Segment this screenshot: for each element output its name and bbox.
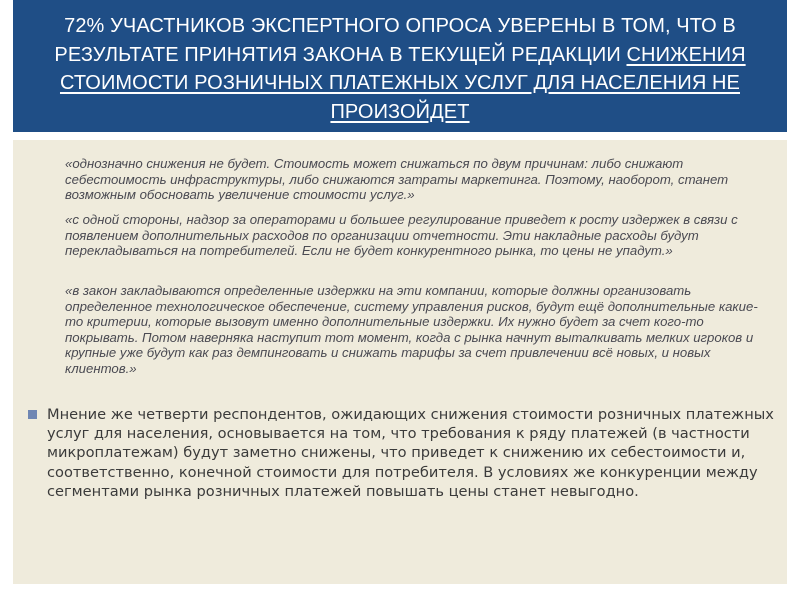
title-underlined-text: СНИЖЕНИЯ СТОИМОСТИ РОЗНИЧНЫХ ПЛАТЕЖНЫХ УСЛУГ ДЛЯ НАСЕЛЕНИЯ НЕ ПРОИЗОЙДЕТ	[59, 43, 746, 123]
expert-quote-3: «в закон закладываются определенные издержки на эти компании, которые должны организовать определенное технологическое обеспечение, систему управления рисков, будут ещё дополнительные какие-то критерии, которые вызовут именно дополнительные издержки. Их нужно будет за счет кого-то покрывать. Потом наверняка наступит тот момент, когда с рынка начнут выталкивать мелких игроков и крупные уже будут как раз демпинговать и снижать тарифы за счет привлечении всё новых, и новых клиентов.»	[65, 283, 758, 376]
expert-quote-2: «с одной стороны, надзор за операторами и большее регулирование приведет к росту издержек в связи с появлением дополнительных расходов по организации отчетности. Эти накладные расходы будут перекладываться на потребителей. Если не будет конкурентного рынка, то цены не упадут.»	[65, 212, 738, 258]
bullet-paragraph: Мнение же четверти респондентов, ожидающих снижения стоимости розничных платежных услуг для населения, основывается на том, что требования к ряду платежей (в частности микроплатежам) будут заметно снижены, что приведет к снижению их себестоимости и, соответственно, конечной стоимости для потребителя. В условиях же конкуренции между сегментами рынка розничных платежей повышать цены станет невыгодно.	[47, 406, 774, 500]
square-bullet-icon	[28, 410, 37, 419]
expert-quote-1: «однозначно снижения не будет. Стоимость может снижаться по двум причинам: либо снижают себестоимость инфраструктуры, либо снижаются затраты маркетинга. Поэтому, наоборот, станет возможным обосновать увеличение стоимости услуг.»	[65, 156, 729, 202]
title-text: 72% УЧАСТНИКОВ ЭКСПЕРТНОГО ОПРОСА УВЕРЕНЫ В ТОМ, ЧТО В РЕЗУЛЬТАТЕ ПРИНЯТИЯ ЗАКОНА В ТЕКУЩЕЙ РЕДАКЦИИ	[54, 15, 736, 66]
slide-title	[13, 0, 787, 132]
